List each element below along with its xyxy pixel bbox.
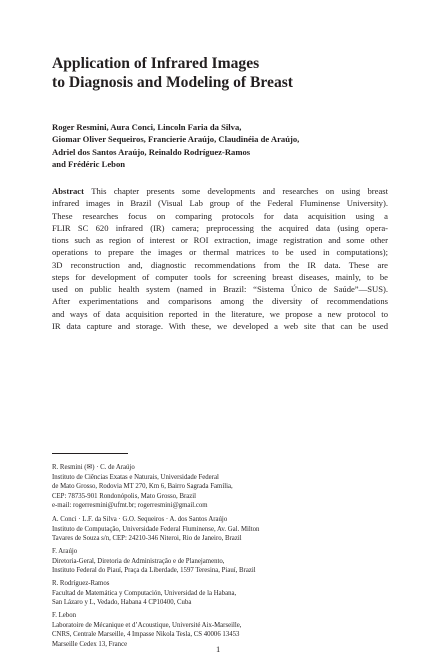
- affiliation-line: F. Araújo: [52, 548, 78, 555]
- affiliation-line: F. Lebon: [52, 612, 76, 619]
- affiliation-line: Instituto de Computação, Universidade Federal Fluminense, Av. Gal. Milton: [52, 525, 260, 533]
- abstract-text: This chapter presents some developments and researches on using breast: [91, 186, 389, 196]
- title-line: to Diagnosis and Modeling of Breast: [52, 74, 294, 91]
- abstract-line: 3D reconstruction and, diagnostic recommendations from the IR data. These are: [52, 259, 388, 270]
- page-number: 1: [216, 644, 221, 654]
- affiliation-block: [52, 463, 392, 511]
- author-line: Adriel dos Santos Araújo, Reinaldo Rodríguez-Ramos: [52, 146, 251, 157]
- affiliation-line: R. Resmini (✉) · C. de Araújo: [52, 464, 135, 471]
- affiliation-line: CEP: 78735-901 Rondonópolis, Mato Grosso, Brazil: [52, 492, 197, 500]
- footnote-rule: [52, 453, 128, 454]
- abstract-line: operations to prepare the images or thermal matrices to be used in computations);: [52, 247, 388, 258]
- author-list: [52, 121, 392, 170]
- abstract-label: Abstract: [52, 186, 84, 196]
- affiliation-line: de Mato Grosso, Rodovia MT 270, Km 6, Bairro Sagrada Família,: [52, 483, 233, 491]
- abstract-line: FLIR SC 620 infrared (IR) camera; preprocessing the acquired data (using opera-: [52, 222, 388, 233]
- abstract-line: tions such as region of interest or ROI extraction, image registration and some other: [52, 235, 388, 245]
- affiliation-line: R. Rodríguez-Ramos: [52, 580, 110, 587]
- author-line: Roger Resmini, Aura Conci, Lincoln Faria da Silva,: [52, 122, 242, 132]
- affiliation-line: Facultad de Matemática y Computación, Universidad de la Habana,: [52, 589, 237, 597]
- author-line: and Frédéric Lebon: [52, 158, 126, 169]
- affiliation-line: San Lázaro y L, Vedado, Habana 4 CP10400, Cuba: [52, 599, 192, 607]
- affiliation-line: Laboratoire de Mécanique et d’Acoustique, Université Aix-Marseille,: [52, 621, 242, 629]
- affiliation-block: [52, 547, 392, 576]
- affiliation-line: Instituto Federal do Piauí, Praça da Liberdade, 1597 Teresina, Piauí, Brazil: [52, 567, 256, 575]
- affiliation-line: Instituto de Ciências Exatas e Naturais, Universidade Federal: [52, 473, 219, 481]
- affiliation-block: [52, 579, 392, 608]
- abstract-line: These researches focus on comparing protocols for data acquisition using a: [52, 210, 388, 221]
- affiliation-line: Marseille Cedex 13, France: [52, 640, 128, 648]
- abstract-line: [52, 185, 388, 197]
- abstract-line: infrared images in Brazil (Visual Lab group of the Federal Fluminense University).: [52, 198, 388, 209]
- abstract-line: used on public health system (named in Brazil: “Sistema Único de Saúde”—SUS).: [52, 284, 388, 294]
- abstract: [52, 185, 388, 332]
- abstract-line: and ways of data acquisition reported in the literature, we propose a new protocol to: [52, 308, 388, 319]
- affiliation-line: Tavares de Souza s/n, CEP: 24210-346 Niteroi, Rio de Janeiro, Brazil: [52, 535, 242, 543]
- affiliation-block: [52, 611, 392, 649]
- abstract-line: steps for development of computer tools for screening breast diseases, mainly, to be: [52, 271, 388, 282]
- affiliation-line: e-mail: rogerresmini@ufmt.br; rogerresmini@gmail.com: [52, 502, 208, 510]
- abstract-line: After experimentations and comparisons among the diversity of recommendations: [52, 296, 388, 307]
- abstract-line: IR data capture and storage. With these, we developed a web site that can be used: [52, 320, 388, 331]
- affiliation-line: Diretoria-Geral, Diretoria de Administração e de Planejamento,: [52, 557, 225, 565]
- chapter-title: [52, 54, 392, 92]
- affiliation-line: CNRS, Centrale Marseille, 4 Impasse Nikola Tesla, CS 40006 13453: [52, 631, 240, 639]
- affiliation-line: A. Conci · L.F. da Silva · G.O. Sequeiros · A. dos Santos Araújo: [52, 516, 228, 523]
- title-line: Application of Infrared Images: [52, 55, 260, 72]
- affiliation-block: [52, 515, 392, 544]
- author-line: Giomar Oliver Sequeiros, Francierie Araújo, Claudinéia de Araújo,: [52, 134, 300, 145]
